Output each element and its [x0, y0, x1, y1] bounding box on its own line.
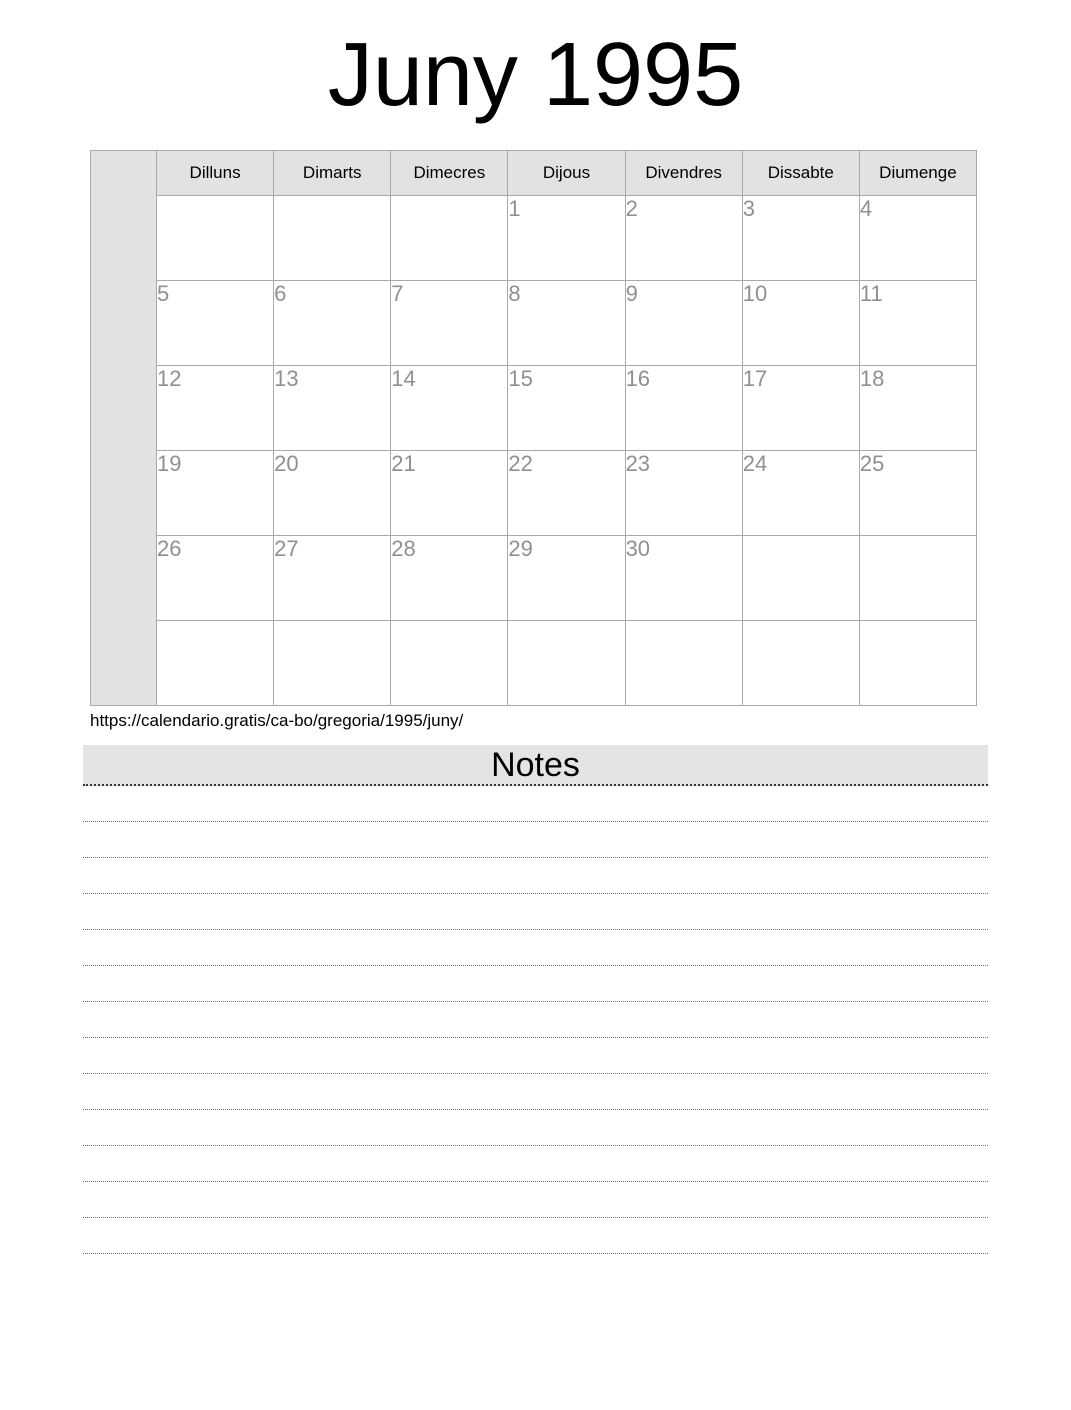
calendar-cell: 5 — [157, 280, 274, 365]
note-line — [83, 894, 988, 930]
weekday-header-saturday: Dissabte — [742, 150, 859, 195]
calendar-cell — [274, 195, 391, 280]
calendar-week-row — [91, 450, 977, 535]
calendar-cell: 3 — [742, 195, 859, 280]
weekday-header-friday: Divendres — [625, 150, 742, 195]
calendar-cell: 19 — [157, 450, 274, 535]
calendar-cell: 22 — [508, 450, 625, 535]
calendar-cell: 14 — [391, 365, 508, 450]
week-number-column — [91, 150, 157, 705]
calendar-cell: 23 — [625, 450, 742, 535]
notes-header: Notes — [83, 745, 988, 786]
calendar-cell: 9 — [625, 280, 742, 365]
calendar-week-row — [91, 535, 977, 620]
calendar-cell — [859, 620, 976, 705]
calendar-week-row — [91, 365, 977, 450]
calendar-table — [90, 150, 977, 706]
calendar-cell: 26 — [157, 535, 274, 620]
calendar-cell — [391, 620, 508, 705]
calendar-cell: 11 — [859, 280, 976, 365]
note-line — [83, 1074, 988, 1110]
note-line — [83, 1182, 988, 1218]
calendar-cell: 7 — [391, 280, 508, 365]
calendar-cell: 24 — [742, 450, 859, 535]
calendar-cell: 28 — [391, 535, 508, 620]
calendar-cell — [742, 620, 859, 705]
note-line — [83, 930, 988, 966]
note-line — [83, 822, 988, 858]
calendar-cell — [157, 195, 274, 280]
note-line — [83, 1218, 988, 1254]
calendar-cell: 25 — [859, 450, 976, 535]
page-title: Juny 1995 — [327, 25, 744, 125]
note-line — [83, 1146, 988, 1182]
calendar-cell: 13 — [274, 365, 391, 450]
calendar-week-row — [91, 195, 977, 280]
calendar-cell: 15 — [508, 365, 625, 450]
calendar-cell: 30 — [625, 535, 742, 620]
calendar-header-row — [91, 150, 977, 195]
calendar-container — [90, 150, 1071, 706]
calendar-cell: 1 — [508, 195, 625, 280]
weekday-header-monday: Dilluns — [157, 150, 274, 195]
calendar-cell — [157, 620, 274, 705]
note-line — [83, 1038, 988, 1074]
note-line — [83, 1110, 988, 1146]
calendar-cell: 2 — [625, 195, 742, 280]
source-url: https://calendario.gratis/ca-bo/gregoria/1995/juny/ — [90, 710, 464, 730]
calendar-cell: 29 — [508, 535, 625, 620]
calendar-cell: 16 — [625, 365, 742, 450]
calendar-cell — [742, 535, 859, 620]
calendar-cell — [508, 620, 625, 705]
calendar-cell: 6 — [274, 280, 391, 365]
notes-lines — [83, 786, 988, 1254]
weekday-header-thursday: Dijous — [508, 150, 625, 195]
calendar-cell: 20 — [274, 450, 391, 535]
weekday-header-wednesday: Dimecres — [391, 150, 508, 195]
calendar-cell — [625, 620, 742, 705]
calendar-cell — [274, 620, 391, 705]
calendar-week-row — [91, 620, 977, 705]
calendar-week-row — [91, 280, 977, 365]
calendar-cell: 8 — [508, 280, 625, 365]
note-line — [83, 786, 988, 822]
calendar-cell — [859, 535, 976, 620]
calendar-cell: 12 — [157, 365, 274, 450]
calendar-cell — [391, 195, 508, 280]
note-line — [83, 858, 988, 894]
note-line — [83, 966, 988, 1002]
calendar-cell: 17 — [742, 365, 859, 450]
calendar-cell: 18 — [859, 365, 976, 450]
calendar-cell: 10 — [742, 280, 859, 365]
weekday-header-tuesday: Dimarts — [274, 150, 391, 195]
weekday-header-sunday: Diumenge — [859, 150, 976, 195]
calendar-cell: 4 — [859, 195, 976, 280]
calendar-cell: 27 — [274, 535, 391, 620]
note-line — [83, 1002, 988, 1038]
calendar-cell: 21 — [391, 450, 508, 535]
